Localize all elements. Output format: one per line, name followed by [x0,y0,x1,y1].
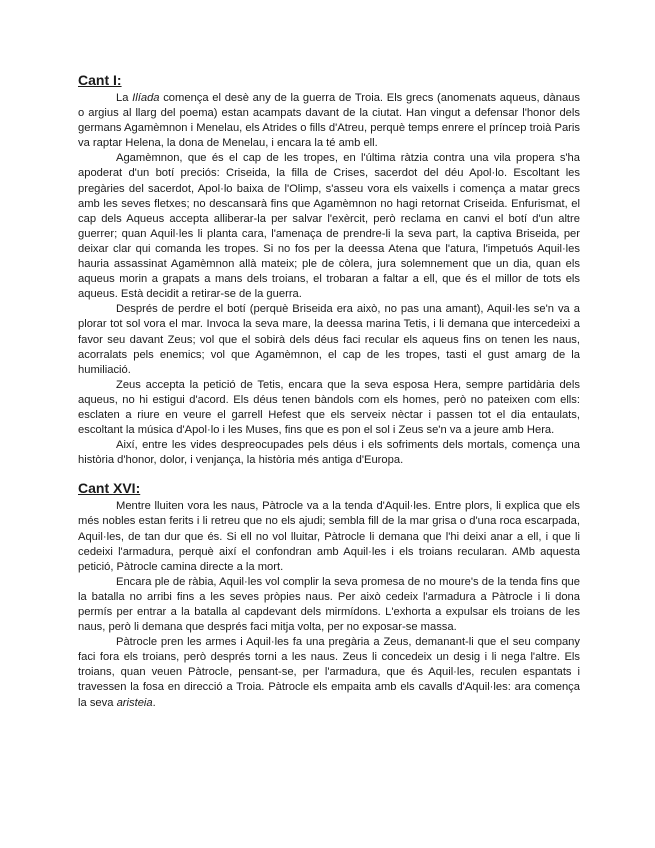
paragraph: Així, entre les vides despreocupades pels déus i els sofriments dels mortals, comença una història d'honor, dolor, i venjança, la història més antiga d'Europa. [78,439,580,467]
section-heading: Cant XVI: [78,480,141,497]
paragraph: Encara ple de ràbia, Aquil·les vol complir la seva promesa de no moure's de la tenda fins que la batalla no arribi fins a les seves pròpies naus. Per això cedeix l'armadura a Pàtrocle i li dona permís per entrar a la batalla al capdevant dels mirmídons. L'exhorta a expulsar els troians de les naus, però li demana que després faci mitja volta, per no exposar-se massa. [78,575,580,634]
section-heading: Cant I: [78,72,122,88]
document-page [78,72,580,711]
paragraph: La Ilíada comença el desè any de la guerra de Troia. Els grecs (anomenats aqueus, dànaus o argius al llarg del poema) estan acampats davant de la ciutat. Han vingut a defensar l'honor dels germans Agamèmnon i Menelau, els Atrides o fills d'Atreu, perquè temps enrere el príncep troià Paris va raptar Helena, la dona de Menelau, i encara la té amb ell. [78,92,580,150]
paragraph: Mentre lluiten vora les naus, Pàtrocle va a la tenda d'Aquil·les. Entre plors, li explica que els més nobles estan ferits i li retreu que no els ajudi; sembla fill de la mar grisa o d'una roca escarpada, Aquil·les, de tan dur que és. Si ell no vol lluitar, Pàtrocle li demana que l'hi deixi anar a ell, i que li cedeixi l'armadura, perquè així el confondran amb Aquil·les i els troians recularan. AMb aquesta petició, Pàtrocle camina directe a la mort. [78,500,580,573]
paragraph: Després de perdre el botí (perquè Briseida era això, no pas una amant), Aquil·les se'n va a plorar tot sol vora el mar. Invoca la seva mare, la deessa marina Tetis, i li demana que intercedeixi a favor seu davant Zeus; vol que el sobirà dels déus faci recular els aqueus fins on tenen les naus, acorralats pels enemics; vol que Agamèmnon, el cap de les tropes, tasti el gust amarg de la humiliació. [78,303,580,376]
paragraph: Pàtrocle pren les armes i Aquil·les fa una pregària a Zeus, demanant-li que el seu company faci fora els troians, però després torni a les naus. Zeus li concedeix un desig i li nega l'altre. Els troians, quan veuen Pàtrocle, pensant-se, per l'armadura, que és Aquil·les, reculen espantats i travessen la fosa en direcció a Troia. Pàtrocle els empaita amb els cavalls d'Aquil·les: ara comença la seva aristeia. [78,636,580,709]
paragraph: Zeus accepta la petició de Tetis, encara que la seva esposa Hera, sempre partidària dels aqueus, no hi estigui d'acord. Els déus tenen bàndols com els homes, però no pateixen com ells: esclaten a riure en veure el garrell Hefest que els serveix nèctar i passen tot el dia entaulats, escoltant la música d'Apol·lo i les Muses, fins que es pon el sol i Zeus se'n va a jeure amb Hera. [78,378,580,437]
paragraph: Agamèmnon, que és el cap de les tropes, en l'última ràtzia contra una vila propera s'ha apoderat d'un botí preciós: Criseida, la filla de Crises, sacerdot del déu Apol·lo. Escoltant les pregàries del sacerdot, Apol·lo baixa de l'Olimp, s'asseu vora els vaixells i comença a matar grecs amb les seves fletxes; no descansarà fins que Agamèmnon no hagi retornat Criseida. Enfurismat, el cap dels Aqueus accepta alliberar-la per salvar l'exèrcit, però reclama en canvi el botí d'un altre guerrer; quan Aquil·les li planta cara, l'amenaça de prendre-li la seva part, la captiva Briseida, per deixar clar qui comanda les tropes. Si no fos per la deessa Atena que l'atura, l'impetuós Aquil·les hauria assassinat Agamèmnon allà mateix; ple de còlera, jura solemnement que un dia, quan els aqueus morin a grapats a mans dels troians, el trobaran a faltar a ell, que és el millor de tots els aqueus. Està decidit a retirar-se de la guerra. [78,152,580,301]
